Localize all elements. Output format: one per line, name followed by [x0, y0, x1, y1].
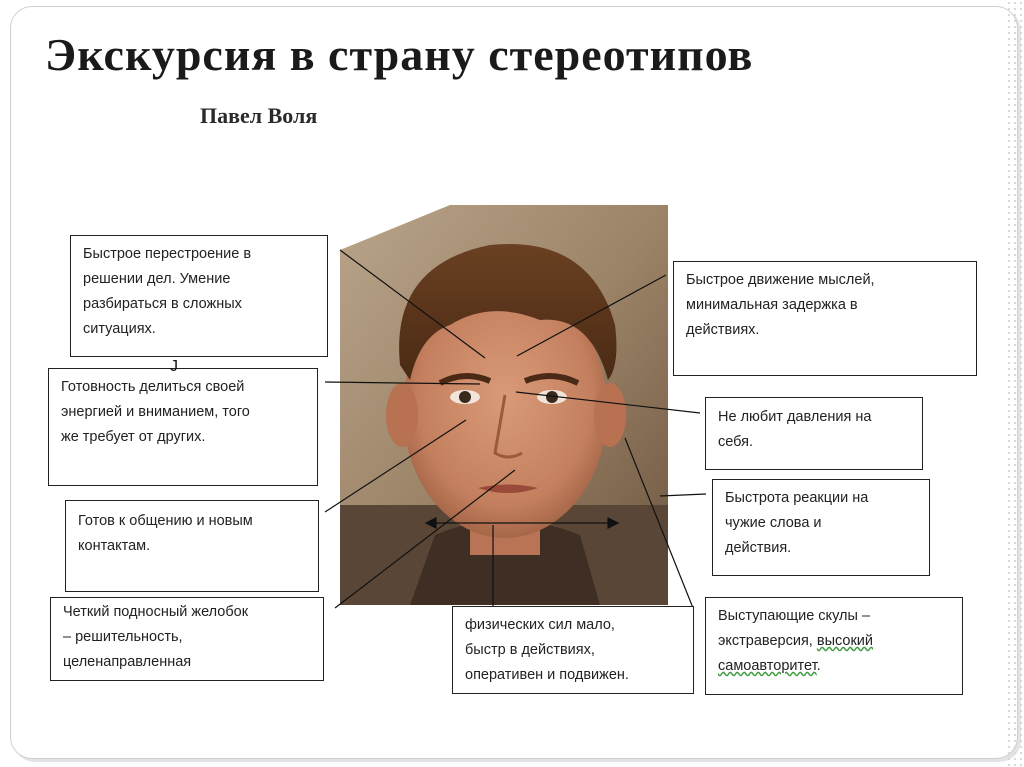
annotation-text: Готовность делиться своей энергией и вниманием, того же требует от других. — [61, 379, 250, 445]
annotation-text: Быстрое перестроение в решении дел. Умение разбираться в сложных ситуациях. — [83, 246, 252, 337]
annotation-top-right — [673, 261, 977, 376]
annotation-text: Четкий подносный желобок – решительность, целенаправленная — [63, 604, 249, 670]
annotation-line-3 — [718, 654, 952, 679]
annotation-bottom-center — [452, 606, 694, 694]
annotation-text: Готов к общению и новым контактам. — [78, 513, 253, 554]
annotation-text: Быстрота реакции на чужие слова и действия. — [725, 490, 869, 556]
annotation-bottom-right — [705, 597, 963, 695]
annotation-mid-right — [705, 397, 923, 470]
annotation-bottom-left — [50, 597, 324, 681]
annotation-word: высокий — [816, 633, 874, 649]
annotation-line-2 — [718, 629, 952, 654]
portrait-photo — [340, 205, 668, 605]
annotation-lower-left — [65, 500, 319, 592]
annotation-line-1: Выступающие скулы – — [718, 608, 870, 624]
stray-glyph: J — [170, 358, 178, 375]
annotation-text: Не любит давления на себя. — [718, 409, 872, 450]
annotation-mid-left — [48, 368, 318, 486]
annotation-word: экстраверсия, — [718, 633, 817, 649]
annotation-text: физических сил мало, быстр в действиях, оперативен и подвижен. — [465, 617, 629, 683]
annotation-text: Быстрое движение мыслей, минимальная задержка в действиях. — [686, 272, 875, 338]
slide-title: Экскурсия в страну стереотипов — [45, 29, 754, 80]
annotation-word: . — [816, 658, 821, 674]
slide-subtitle: Павел Воля — [200, 103, 318, 128]
annotation-lower-right — [712, 479, 930, 576]
annotation-word: самоавторитет — [718, 658, 817, 674]
decorative-dot-pattern — [1006, 0, 1024, 767]
annotation-top-left — [70, 235, 328, 357]
